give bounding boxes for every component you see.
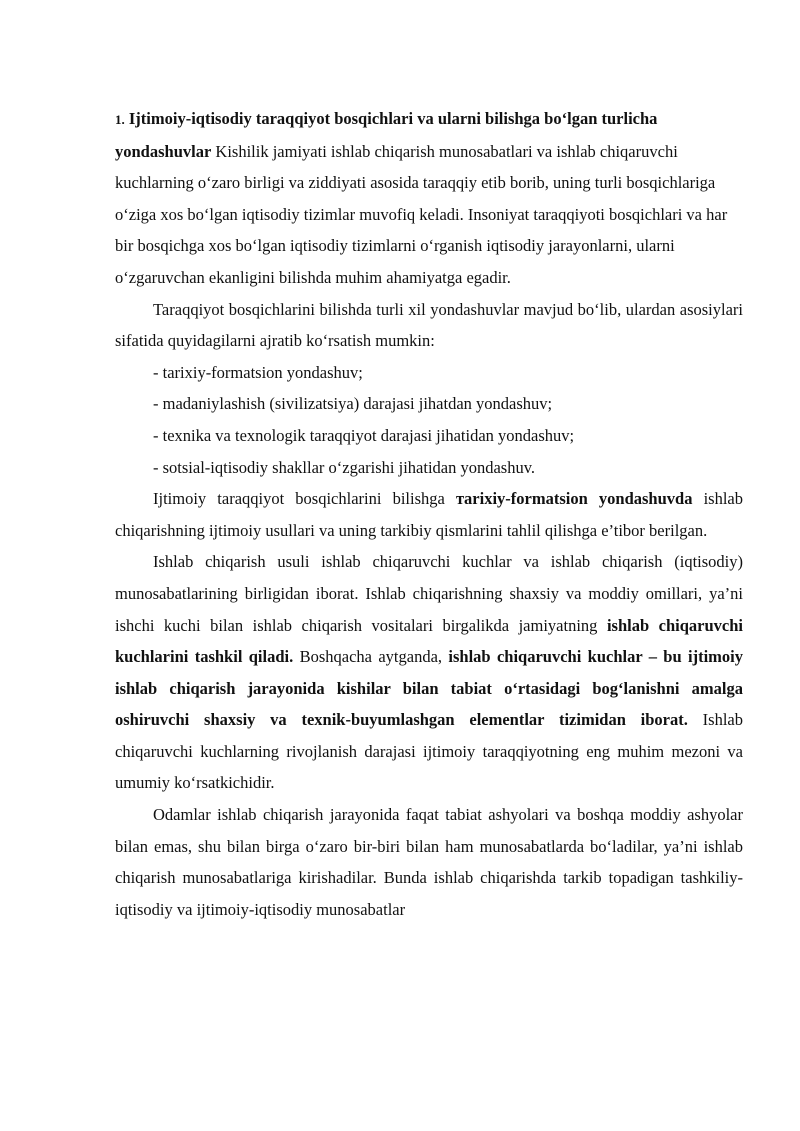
relations-paragraph: Odamlar ishlab chiqarish jarayonida faqat tabiat ashyolari va boshqa moddiy ashyolar bilan emas, shu bilan birga o‘zaro bir-biri bilan ham munosabatlarda bo‘ladilar, ya’ni ishlab chiqarish munosabatlariga kirishadilar. Bunda ishlab chiqarishda tarkib topadigan tashkiliy-iqtisodiy va ijtimoiy-iqtisodiy munosabatlar <box>115 805 743 919</box>
document-body <box>115 103 743 925</box>
production-bold-1: ishlab chiqaruvchi kuchlarini tashkil qiladi. <box>115 615 743 667</box>
list-item: - madaniylashish (sivilizatsiya) darajasi jihatdan yondashuv; <box>153 394 553 414</box>
production-text-2: Boshqacha aytganda, <box>293 647 449 667</box>
section-intro-text: Kishilik jamiyati ishlab chiqarish munosabatlari va ishlab chiqaruvchi kuchlarning o‘zaro birligi va ziddiyati asosida taraqqiy etib borib, uning turli bosqichlariga o‘ziga xos bo‘lgan iqtisodiy tizimlar muvofiq keladi. Insoniyat taraqqiyoti bosqichlari va har bir bosqichga xos bo‘lgan iqtisodiy tizimlarni o‘rganish iqtisodiy jarayonlarni, ularni o‘zgaruvchan ekanligini bilishda muhim ahamiyatga egadir. <box>115 141 728 287</box>
approaches-paragraph: Taraqqiyot bosqichlarini bilishda turli xil yondashuvlar mavjud bo‘lib, ulardan asosiylari sifatida quyidagilarni ajratib ko‘rsatish mumkin: <box>115 299 743 351</box>
list-item: - texnika va texnologik taraqqiyot darajasi jihatidan yondashuv; <box>153 425 575 445</box>
production-method-paragraph <box>115 546 743 799</box>
list-item: - sotsial-iqtisodiy shakllar o‘zgarishi jihatidan yondashuv. <box>153 457 536 477</box>
formation-text-before: Ijtimoiy taraqqiyot bosqichlarini bilishga <box>153 489 456 509</box>
list-item: - tarixiy-formatsion yondashuv; <box>153 362 363 382</box>
section-title: Ijtimoiy-iqtisodiy taraqqiyot bosqichlari va ularni bilishga bo‘lgan turlicha yondashuvlar <box>115 109 658 161</box>
production-bold-2: ishlab chiqaruvchi kuchlar – bu ijtimoiy ishlab chiqarish jarayonida kishilar bilan tabiat o‘rtasidagi bog‘lanishni amalga oshiruvchi shaxsiy va texnik-buyumlashgan elementlar tizimidan iborat. <box>115 647 744 730</box>
formation-text-after: ishlab chiqarishning ijtimoiy usullari va uning tarkibiy qismlarini tahlil qilishga e’tibor berilgan. <box>115 489 743 540</box>
section-intro-paragraph <box>115 103 743 294</box>
section-number: 1. <box>115 112 125 127</box>
production-text-3: Ishlab chiqaruvchi kuchlarning rivojlanish darajasi ijtimoiy taraqqiyotning eng muhim mezoni va umumiy ko‘rsatkichidir. <box>115 710 743 793</box>
formation-approach-paragraph <box>115 483 743 546</box>
formation-bold-term: тarixiy-formatsion yondashuvda <box>455 489 693 509</box>
production-text-1: Ishlab chiqarish usuli ishlab chiqaruvchi kuchlar va ishlab chiqarish (iqtisodiy) munosabatlarining birligidan iborat. Ishlab chiqarishning shaxsiy va moddiy omillari, ya’ni ishchi kuchi bilan ishlab chiqarish vositalari birgalikda jamiyatning <box>115 552 743 635</box>
